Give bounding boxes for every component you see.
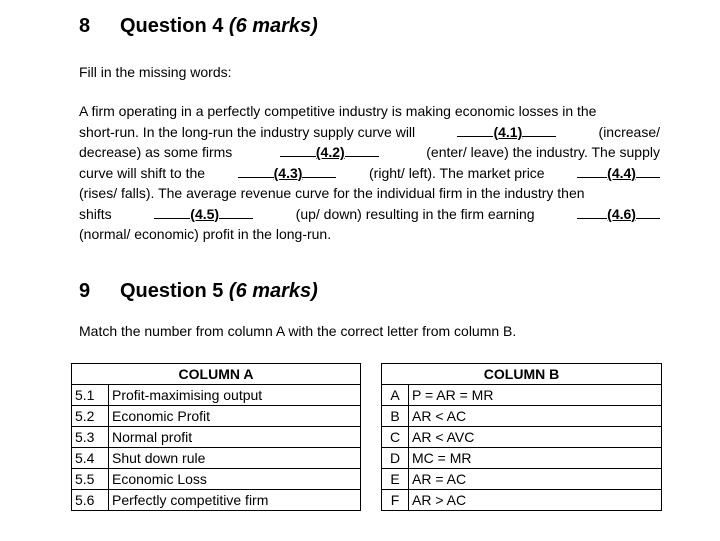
column-gap <box>361 406 382 427</box>
column-a-cell: Shut down rule <box>109 448 361 469</box>
question-5-heading <box>79 280 318 303</box>
row-number: 5.4 <box>72 448 109 469</box>
blank-4-5[interactable]: (4.5) <box>154 204 253 225</box>
row-letter: C <box>382 427 409 448</box>
paragraph-text: curve will shift to the <box>79 164 206 181</box>
paragraph-text: decrease) as some firms <box>79 144 233 160</box>
blank-4-1[interactable]: (4.1) <box>457 122 556 143</box>
section-number: 8 <box>79 15 91 37</box>
paragraph-line <box>79 101 660 122</box>
column-b-cell: P = AR = MR <box>409 385 662 406</box>
question-4-heading <box>79 15 318 38</box>
column-gap <box>361 385 382 406</box>
column-a-cell: Normal profit <box>109 427 361 448</box>
table-row <box>72 427 662 448</box>
row-number: 5.2 <box>72 406 109 427</box>
column-a-cell: Economic Profit <box>109 406 361 427</box>
paragraph-line <box>79 183 660 204</box>
column-b-cell: AR < AVC <box>409 427 662 448</box>
blank-4-6[interactable]: (4.6) <box>577 204 660 225</box>
question-title: Question 5 <box>120 280 229 302</box>
paragraph-text: A firm operating in a perfectly competitive industry is making economic losses in the <box>79 103 597 119</box>
question-marks: (6 marks) <box>228 280 318 302</box>
q4-instruction: Fill in the missing words: <box>79 64 232 80</box>
column-gap <box>361 364 382 385</box>
paragraph-line <box>79 122 660 143</box>
column-b-cell: MC = MR <box>409 448 662 469</box>
row-number: 5.6 <box>72 490 109 511</box>
table-row <box>72 448 662 469</box>
column-a-header: COLUMN A <box>72 364 361 385</box>
q4-paragraph <box>79 101 660 245</box>
column-b-cell: AR < AC <box>409 406 662 427</box>
matching-table <box>71 363 662 511</box>
row-letter: E <box>382 469 409 490</box>
row-letter: A <box>382 385 409 406</box>
row-number: 5.5 <box>72 469 109 490</box>
table-row <box>72 469 662 490</box>
section-number: 9 <box>79 280 91 302</box>
row-letter: B <box>382 406 409 427</box>
table-row <box>72 385 662 406</box>
column-a-cell: Profit-maximising output <box>109 385 361 406</box>
row-letter: D <box>382 448 409 469</box>
question-title: Question 4 <box>120 15 229 37</box>
paragraph-text: (enter/ leave) the industry. The supply <box>426 144 660 160</box>
blank-4-4[interactable]: (4.4) <box>577 163 660 184</box>
blank-4-3[interactable]: (4.3) <box>238 163 337 184</box>
column-gap <box>361 448 382 469</box>
table-row <box>72 490 662 511</box>
column-gap <box>361 490 382 511</box>
paragraph-line <box>79 204 660 225</box>
column-gap <box>361 469 382 490</box>
column-a-cell: Economic Loss <box>109 469 361 490</box>
paragraph-line <box>79 142 660 163</box>
paragraph-text: shifts <box>79 205 112 222</box>
row-number: 5.3 <box>72 427 109 448</box>
question-marks: (6 marks) <box>228 15 318 37</box>
row-number: 5.1 <box>72 385 109 406</box>
row-letter: F <box>382 490 409 511</box>
blank-4-2[interactable]: (4.2) <box>280 142 379 163</box>
paragraph-text: short-run. In the long-run the industry supply curve will <box>79 123 416 140</box>
paragraph-text: (rises/ falls). The average revenue curve for the individual firm in the industry then <box>79 185 585 201</box>
column-b-cell: AR = AC <box>409 469 662 490</box>
column-a-cell: Perfectly competitive firm <box>109 490 361 511</box>
paragraph-text: (right/ left). The market price <box>369 164 545 181</box>
paragraph-text: (increase/ <box>598 123 660 140</box>
column-b-header: COLUMN B <box>382 364 662 385</box>
paragraph-text: (normal/ economic) profit in the long-run. <box>79 226 332 242</box>
paragraph-text: (up/ down) resulting in the firm earning <box>295 205 535 222</box>
table-row <box>72 406 662 427</box>
column-b-cell: AR > AC <box>409 490 662 511</box>
q5-instruction: Match the number from column A with the correct letter from column B. <box>79 323 517 339</box>
paragraph-line <box>79 163 660 184</box>
table-header-row <box>72 364 662 385</box>
paragraph-line <box>79 224 660 245</box>
column-gap <box>361 427 382 448</box>
